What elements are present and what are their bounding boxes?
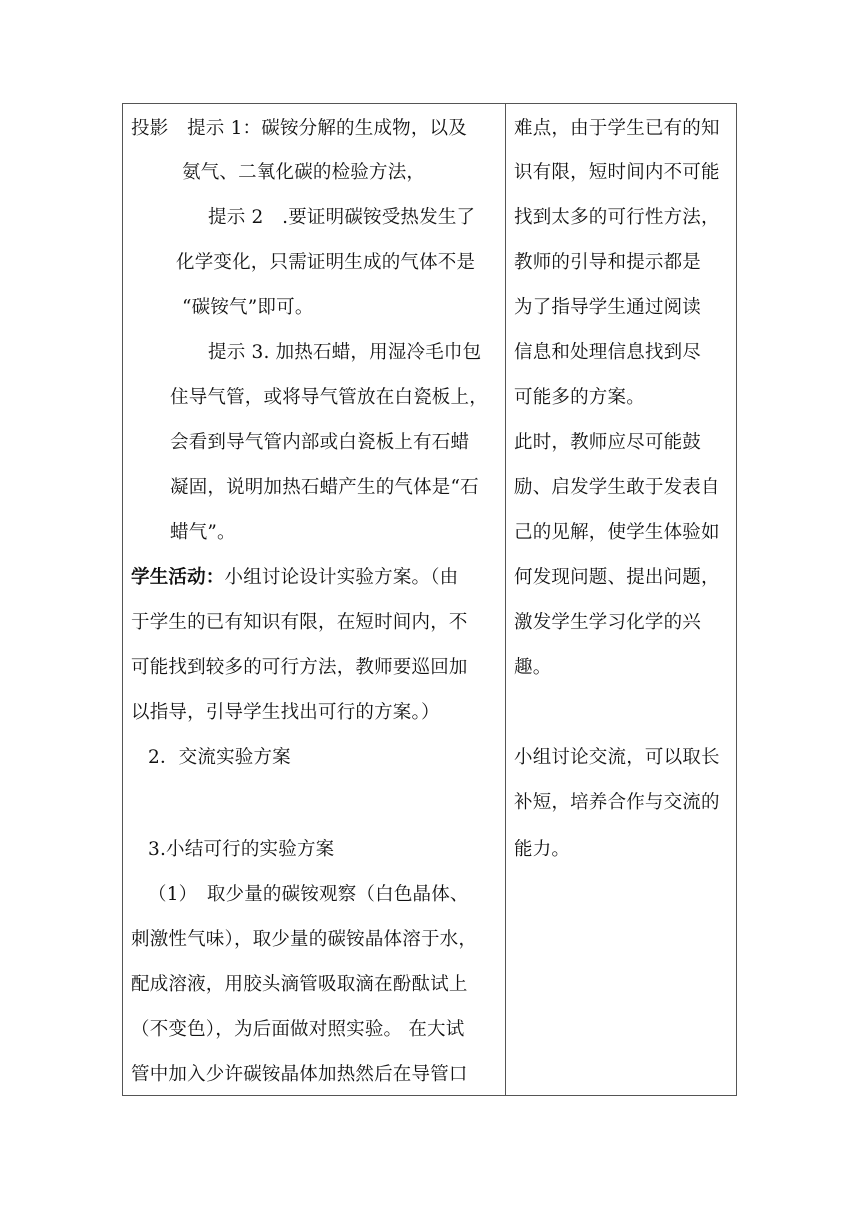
left-line: 2．交流实验方案 — [148, 747, 291, 768]
left-line: 可能找到较多的可行方法，教师要巡回加 — [131, 657, 468, 678]
left-line: 配成溶液，用胶头滴管吸取滴在酚酞试上 — [131, 974, 468, 995]
left-line: 提示 3. 加热石蜡，用湿冷毛巾包 — [208, 342, 482, 363]
right-line: 补短，培养合作与交流的 — [514, 792, 720, 813]
right-line: 趣。 — [514, 657, 552, 678]
student-activity-text: 小组讨论设计实验方案。（由 — [224, 567, 459, 588]
left-line: 于学生的已有知识有限，在短时间内，不 — [131, 612, 468, 633]
left-line: 管中加入少许碳铵晶体加热然后在导管口 — [131, 1064, 468, 1085]
left-line: 住导气管，或将导气管放在白瓷板上， — [170, 387, 488, 408]
left-line: 投影 提示 1：碳铵分解的生成物，以及 — [131, 118, 467, 139]
right-line: 励、启发学生敢于发表自 — [514, 477, 720, 498]
left-line: 提示 2 .要证明碳铵受热发生了 — [208, 207, 476, 228]
left-line: “碳铵气”即可。 — [182, 297, 314, 318]
right-line: 能力。 — [514, 839, 571, 860]
right-line: 为了指导学生通过阅读 — [514, 297, 702, 318]
left-line: 刺激性气味），取少量的碳铵晶体溶于水， — [131, 929, 478, 950]
student-activity-label: 学生活动： — [131, 567, 225, 588]
student-activity-line — [131, 566, 458, 590]
right-line: 何发现问题、提出问题， — [514, 567, 720, 588]
right-line: 小组讨论交流，可以取长 — [514, 747, 720, 768]
right-line: 此时，教师应尽可能鼓 — [514, 432, 702, 453]
left-line: 氨气、二氧化碳的检验方法， — [182, 162, 426, 183]
right-line: 信息和处理信息找到尽 — [514, 342, 702, 363]
right-line: 可能多的方案。 — [514, 387, 645, 408]
left-line: 凝固，说明加热石蜡产生的气体是“石 — [170, 477, 479, 498]
left-line: 化学变化，只需证明生成的气体不是 — [176, 252, 476, 273]
left-line: （1） 取少量的碳铵观察（白色晶体、 — [148, 884, 469, 905]
left-line: （不变色），为后面做对照实验。 在大试 — [131, 1019, 465, 1040]
column-divider — [505, 103, 506, 1096]
right-line: 教师的引导和提示都是 — [514, 252, 702, 273]
right-line: 难点，由于学生已有的知 — [514, 118, 720, 139]
left-line: 3.小结可行的实验方案 — [148, 839, 335, 860]
left-line: 以指导，引导学生找出可行的方案。） — [131, 702, 440, 723]
right-line: 己的见解，使学生体验如 — [514, 522, 720, 543]
right-line: 激发学生学习化学的兴 — [514, 612, 702, 633]
right-line: 找到太多的可行性方法， — [514, 207, 720, 228]
right-line: 识有限，短时间内不可能 — [514, 162, 720, 183]
left-line: 会看到导气管内部或白瓷板上有石蜡 — [170, 432, 470, 453]
left-line: 蜡气”。 — [170, 522, 236, 543]
